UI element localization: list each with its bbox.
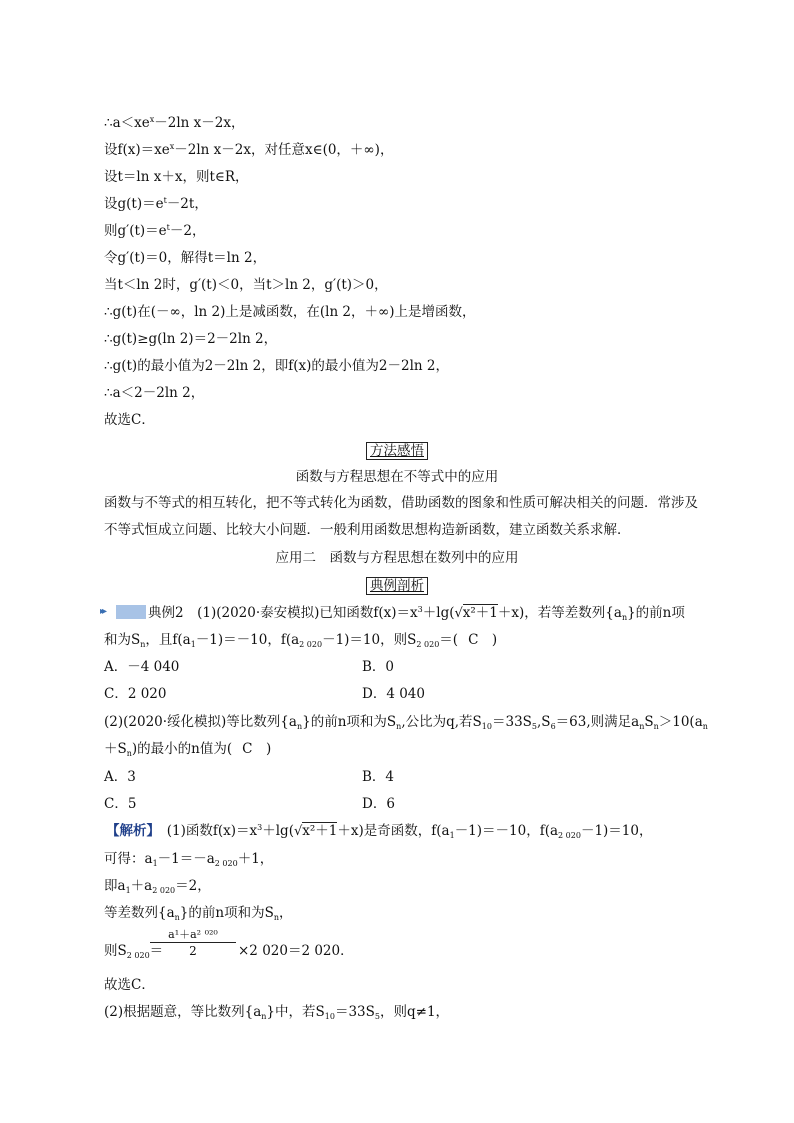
text-line: ∴g(t)的最小值为2－2ln 2，即f(x)的最小值为2－2ln 2， [104, 358, 449, 374]
option-a: A．－4 040 [104, 659, 180, 675]
text-line: 当t＜ln 2时，g′(t)＜0，当t＞ln 2，g′(t)＞0， [104, 277, 388, 293]
text-line: $\therefore a<xe^x-2\ln$ x－2x， [104, 115, 245, 131]
example-line: $+S_n$)的最小的n值为( C ) [104, 741, 272, 758]
solution-line: 【解析】 (1)函数$f(x)=x^3+\lg(√$ x²＋1＋x)是奇函数，$f(a_1-1)=-10$，$f(a_{2 020}-1)=10$， [106, 822, 653, 842]
solution-line: 可得：$a_1-1=-a_{2 020}+1$， [104, 851, 274, 868]
option-a: A．3 [104, 769, 136, 785]
fraction-denominator: 2 [189, 944, 197, 958]
sqrt-symbol: √ x²＋1 [454, 605, 497, 621]
example-line: (2)(2020·绥化模拟)等比数列$\{a_n\}$的前n项和为$S_n$,公比为q,若$S_{10}=33S_5,S_6=63$,则满足$a_nS_n>10(a_n$ [104, 714, 708, 731]
text-line: 设$g(t)=e^t-2t$， [104, 196, 208, 212]
text-line: 设$f(x)=xe^x-2\ln$ x－2x，对任意x∈(0，＋∞)， [104, 142, 394, 158]
example-line: ▸▸典例2 (1)(2020·泰安模拟)已知函数$f(x)=x^3+\lg(√$ x²＋1＋x)，若等差数列$\{a_n\}$的前n项 [116, 604, 685, 624]
option-b: B．0 [362, 659, 395, 675]
solution-line: 故选C． [104, 977, 155, 993]
fraction-numerator: a¹＋a² ⁰²⁰ [168, 928, 218, 941]
solution-tag: 【解析】 [106, 823, 154, 839]
option-c: C．5 [104, 796, 137, 812]
text-line: 则$g'(t)=e^t-2$， [104, 223, 206, 239]
solution-line: 即$a_1+a_{2 020}=2$， [104, 878, 211, 895]
fraction [150, 926, 236, 966]
solution-line: 则$S_{2 020}=$ [104, 943, 164, 960]
section-title: 函数与方程思想在不等式中的应用 [295, 469, 499, 485]
fraction-bar [150, 942, 236, 943]
option-d: D．4 040 [362, 686, 425, 702]
text-line: ∴g(t)≥g(ln 2)＝2－2ln 2， [104, 331, 278, 347]
paragraph-line: 不等式恒成立问题、比较大小问题．一般利用函数思想构造新函数，建立函数关系求解． [104, 522, 631, 538]
option-b: B．4 [362, 769, 395, 785]
solution-line: (2)根据题意，等比数列$\{a_n\}$中，若$S_{10}=33S_5$，则q≠1， [104, 1004, 450, 1021]
text-line: ∴a＜2－2ln 2， [104, 385, 205, 401]
solution-line: ×2 020＝2 020． [238, 943, 354, 959]
option-d: D．6 [362, 796, 395, 812]
section-heading: 方法感悟 [0, 442, 794, 460]
example-marker-icon [116, 605, 146, 619]
sqrt-symbol: √ x²＋1 [294, 823, 337, 839]
section-heading: 典例剖析 [0, 577, 794, 595]
example-line: 和为$S_n$，且$f(a_1-1)=-10$，$f(a_{2 020}-1)=10$，则$S_{2 020}=$( C ) [104, 632, 498, 649]
option-c: C．2 020 [104, 686, 167, 702]
section-title: 应用二 函数与方程思想在数列中的应用 [275, 550, 519, 566]
text-line: ∴g(t)在(－∞，ln 2)上是减函数，在(ln 2，＋∞)上是增函数， [104, 304, 476, 320]
text-line: 设t＝ln x＋x，则t∈R， [104, 169, 249, 185]
text-line: 故选C． [104, 412, 155, 428]
solution-line: 等差数列$\{a_n\}$的前n项和为$S_n$， [104, 905, 293, 922]
paragraph-line: 函数与不等式的相互转化，把不等式转化为函数，借助函数的图象和性质可解决相关的问题．常涉及 [104, 495, 698, 511]
text-line: 令g′(t)＝0，解得t＝ln 2， [104, 250, 267, 266]
